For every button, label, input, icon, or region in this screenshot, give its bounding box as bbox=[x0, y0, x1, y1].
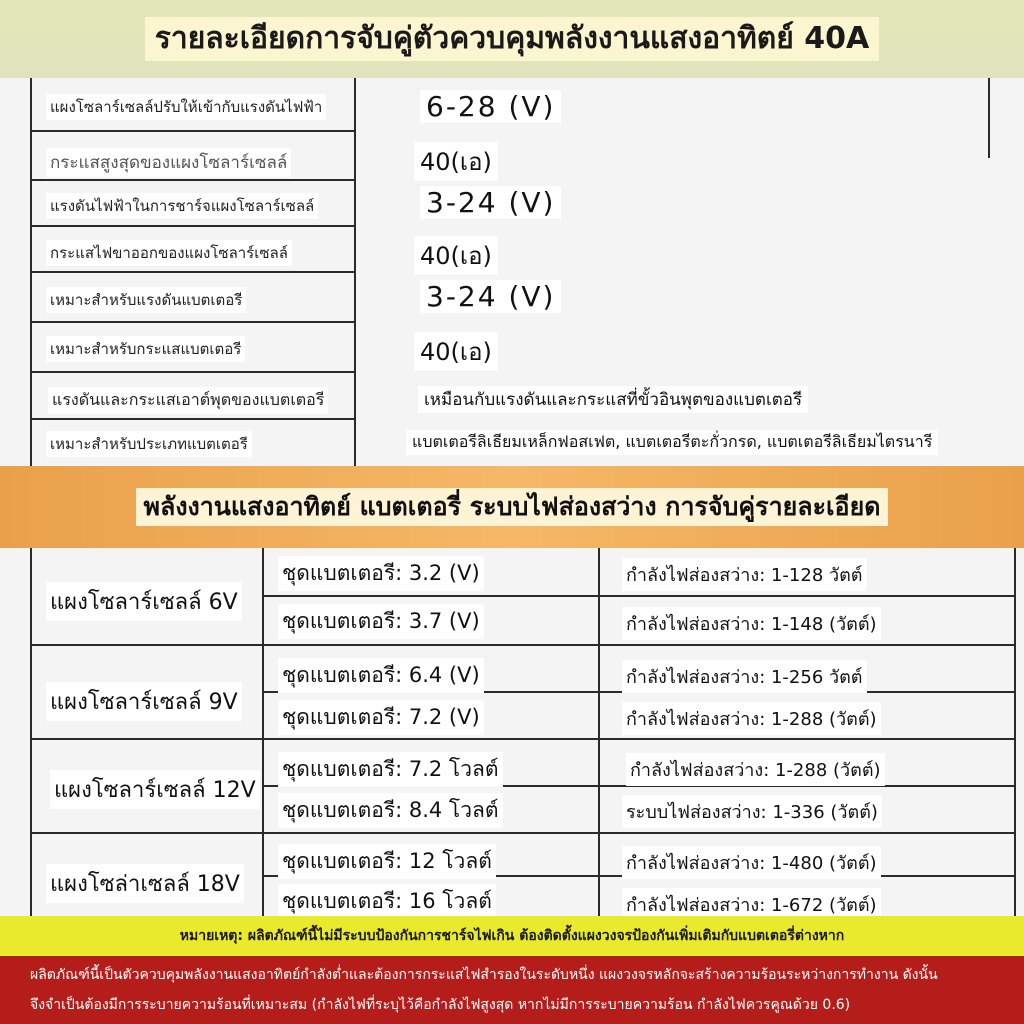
header-banner bbox=[0, 0, 1024, 78]
spec-label: เหมาะสำหรับแรงดันแบตเตอรี bbox=[46, 287, 246, 313]
table-column-divider bbox=[598, 548, 600, 916]
detail-note-line: จึงจำเป็นต้องมีการระบายความร้อนที่เหมาะสม (กำลังไฟที่ระบุไว้คือกำลังไฟสูงสุด หากไม่มีการระบายความร้อน กำลังไฟควรคูณด้วย 0.6) bbox=[30, 997, 851, 1013]
spec-label: แผงโซลาร์เซลล์ปรับให้เข้ากับแรงดันไฟฟ้า bbox=[46, 94, 326, 120]
spec-label: แรงดันไฟฟ้าในการชาร์จแผงโซลาร์เซลล์ bbox=[46, 193, 318, 219]
group-divider bbox=[30, 832, 1016, 834]
battery-pack-value: ชุดแบตเตอรี: 12 โวลต์ bbox=[278, 844, 496, 879]
detail-note bbox=[0, 956, 1024, 1024]
battery-pack-value: ชุดแบตเตอรี: 16 โวลต์ bbox=[278, 884, 496, 919]
table-row-divider bbox=[30, 418, 354, 420]
pairing-table bbox=[0, 548, 1024, 916]
lighting-power-value: กำลังไฟส่องสว่าง: 1-288 (วัตต์) bbox=[626, 753, 885, 786]
battery-pack-value: ชุดแบตเตอรี: 3.7 (V) bbox=[278, 604, 484, 639]
lighting-power-value: กำลังไฟส่องสว่าง: 1-672 (วัตต์) bbox=[622, 888, 881, 921]
solar-panel-label: แผงโซลาร์เซลล์ 9V bbox=[46, 682, 242, 721]
table-row-divider bbox=[30, 371, 354, 373]
section-banner bbox=[0, 466, 1024, 548]
table-row-divider bbox=[30, 271, 354, 273]
spec-table bbox=[0, 78, 1024, 466]
table-column-divider bbox=[354, 78, 356, 466]
spec-label: เหมาะสำหรับประเภทแบตเตอรี bbox=[46, 431, 252, 457]
detail-note-line: ผลิตภัณฑ์นี้เป็นตัวควบคุมพลังงานแสงอาทิตย์กำลังต่ำและต้องการกระแสไฟสำรองในระดับหนึ่ง แผงวงจรหลักจะสร้างความร้อนระหว่างการทำงาน ดังนั้น bbox=[30, 967, 938, 983]
battery-pack-value: ชุดแบตเตอรี: 8.4 โวลต์ bbox=[278, 793, 503, 828]
table-column-divider bbox=[262, 548, 264, 916]
spec-value: 3-24 (V) bbox=[420, 280, 561, 313]
section-title: พลังงานแสงอาทิตย์ แบตเตอรี่ ระบบไฟส่องสว่าง การจับคู่รายละเอียด bbox=[136, 488, 889, 526]
warning-note bbox=[0, 916, 1024, 956]
spec-value: 40(เอ) bbox=[414, 142, 498, 181]
spec-value: 6-28 (V) bbox=[420, 90, 561, 123]
spec-label: กระแสสูงสุดของแผงโซลาร์เซลล์ bbox=[46, 148, 291, 177]
table-row-divider bbox=[30, 130, 354, 132]
warning-note-text: หมายเหตุ: ผลิตภัณฑ์นี้ไม่มีระบบป้องกันการชาร์จไฟเกิน ต้องติดตั้งแผงวงจรป้องกันเพิ่มเติมกับแบตเตอรี่ต่างหาก bbox=[179, 928, 845, 944]
spec-label: แรงดันและกระแสเอาต์พุตของแบตเตอรี bbox=[48, 387, 328, 414]
solar-panel-label: แผงโซลาร์เซลล์ 12V bbox=[50, 770, 260, 809]
lighting-power-value: กำลังไฟส่องสว่าง: 1-128 วัตต์ bbox=[622, 558, 867, 591]
spec-label: กระแสไฟขาออกของแผงโซลาร์เซลล์ bbox=[46, 240, 292, 266]
lighting-power-value: กำลังไฟส่องสว่าง: 1-288 (วัตต์) bbox=[622, 702, 881, 735]
table-border-right bbox=[988, 78, 990, 158]
battery-pack-value: ชุดแบตเตอรี: 7.2 โวลต์ bbox=[278, 752, 503, 787]
spec-value: 40(เอ) bbox=[414, 236, 498, 275]
lighting-power-value: กำลังไฟส่องสว่าง: 1-256 วัตต์ bbox=[622, 660, 867, 693]
battery-pack-value: ชุดแบตเตอรี: 6.4 (V) bbox=[278, 658, 484, 693]
spec-value: เหมือนกับแรงดันและกระแสที่ขั้วอินพุตของแบตเตอรี bbox=[418, 386, 808, 413]
row-divider bbox=[262, 595, 1016, 597]
table-border-left bbox=[30, 548, 32, 916]
spec-value: 40(เอ) bbox=[414, 332, 498, 371]
lighting-power-value: กำลังไฟส่องสว่าง: 1-480 (วัตต์) bbox=[622, 846, 881, 879]
table-row-divider bbox=[30, 321, 354, 323]
solar-panel-label: แผงโซล่าเซลล์ 18V bbox=[46, 864, 244, 903]
group-divider bbox=[30, 738, 1016, 740]
group-divider bbox=[30, 644, 1016, 646]
spec-value: 3-24 (V) bbox=[420, 186, 561, 219]
battery-pack-value: ชุดแบตเตอรี: 7.2 (V) bbox=[278, 700, 484, 735]
battery-pack-value: ชุดแบตเตอรี: 3.2 (V) bbox=[278, 556, 484, 591]
table-border-right bbox=[1014, 548, 1016, 916]
spec-value: แบตเตอรีลิเธียมเหล็กฟอสเฟต, แบตเตอรีตะกั่วกรด, แบตเตอรีลิเธียมไตรนารี bbox=[406, 430, 938, 455]
table-row-divider bbox=[30, 225, 354, 227]
lighting-power-value: กำลังไฟส่องสว่าง: 1-148 (วัตต์) bbox=[622, 607, 881, 640]
solar-panel-label: แผงโซลาร์เซลล์ 6V bbox=[46, 582, 242, 621]
lighting-power-value: ระบบไฟส่องสว่าง: 1-336 (วัตต์) bbox=[622, 795, 882, 828]
page-title: รายละเอียดการจับคู่ตัวควบคุมพลังงานแสงอาทิตย์ 40A bbox=[145, 17, 880, 61]
spec-label: เหมาะสำหรับกระแสแบตเตอรี bbox=[46, 336, 245, 362]
table-row-divider bbox=[30, 179, 354, 181]
